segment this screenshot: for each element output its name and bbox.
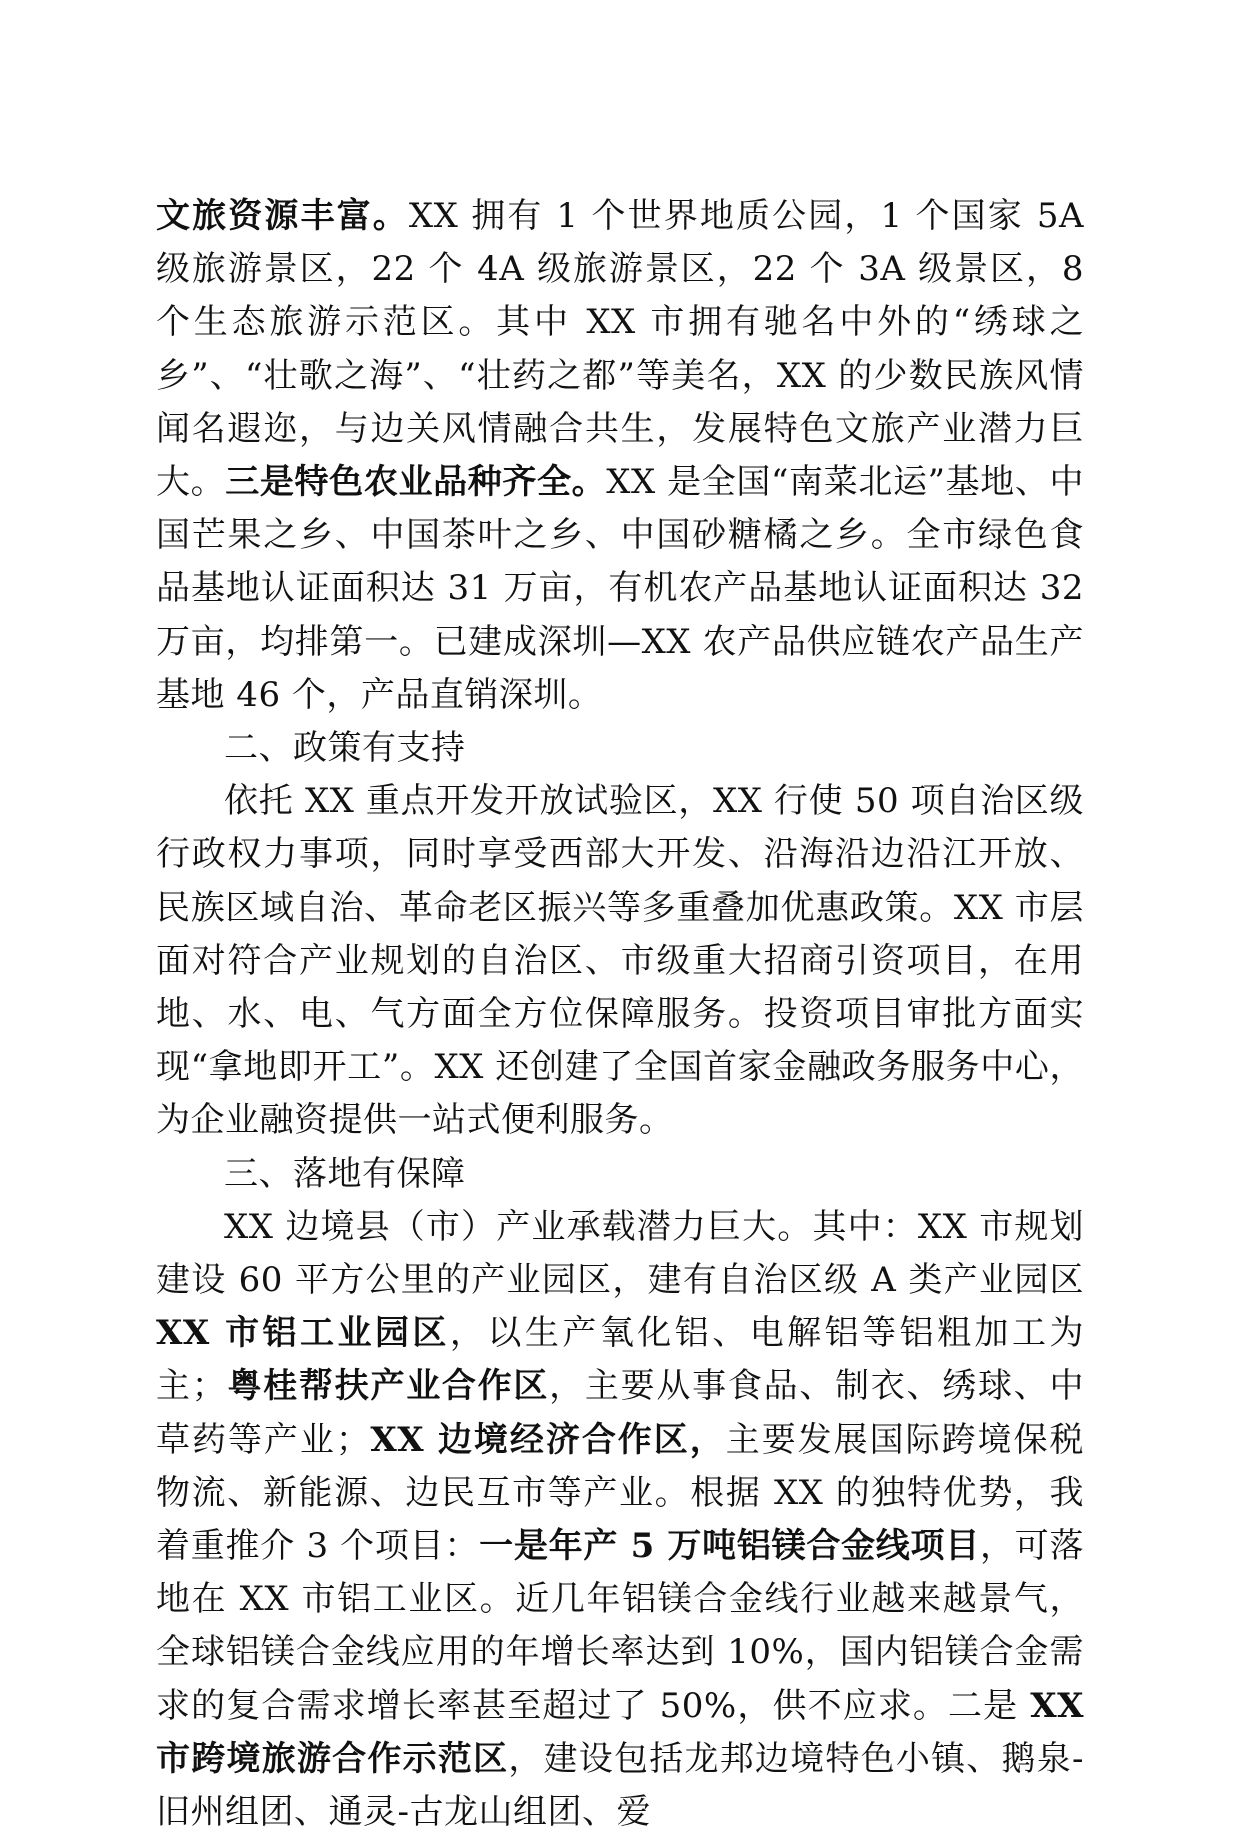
document-page: [156, 190, 1084, 1839]
highlight-cooperation-zone: 粤桂帮扶产业合作区: [226, 1366, 550, 1407]
section-heading-landing: 三、落地有保障: [224, 1153, 466, 1194]
text-landing-2: ，以生产氧化铝、电解铝等铝粗加工为主；: [156, 1313, 1084, 1407]
text-landing-5: ，可落地在 XX 市铝工业区。近几年铝镁合金线行业越来越景气，全球铝镁合金线应用的年增长率达到 10%，国内铝镁合金需求的复合需求增长率甚至超过了 50%，供不应求。二是: [156, 1526, 1084, 1726]
section-heading-policy: 二、政策有支持: [224, 728, 466, 769]
text-travel-resources: XX 拥有 1 个世界地质公园，1 个国家 5A 级旅游景区，22 个 4A 级旅游景区，22 个 3A 级景区，8 个生态旅游示范区。其中 XX 市拥有驰名中外的“绣球之乡”、“壮歌之海”、“壮药之都”等美名，XX 的少数民族风情闻名遐迩，与边关风情融合共生，发展特色文旅产业潜力巨大。: [156, 196, 1084, 503]
text-landing-6: ，建设包括龙邦边境特色小镇、鹅泉-旧州组团、通灵-古龙山组团、爱: [156, 1738, 1084, 1833]
highlight-tourism-zone: XX 市跨境旅游合作示范区: [156, 1685, 1084, 1779]
highlight-agriculture: 三是特色农业品种齐全。: [225, 462, 607, 503]
paragraph-landing: [156, 1201, 1084, 1839]
text-agriculture: XX 是全国“南菜北运”基地、中国芒果之乡、中国茶叶之乡、中国砂糖橘之乡。全市绿色食品基地认证面积达 31 万亩，有机农产品基地认证面积达 32 万亩，均排第一。已建成深圳—XX 农产品供应链农产品生产基地 46 个，产品直销深圳。: [156, 462, 1085, 715]
highlight-border-zone: XX 边境经济合作区，: [370, 1419, 726, 1460]
highlight-travel-resources: 文旅资源丰富。: [156, 196, 409, 236]
highlight-alloy-project: 一是年产 5 万吨铝镁合金线项目: [479, 1526, 981, 1567]
text-landing-4: 主要发展国际跨境保税物流、新能源、边民互市等产业。根据 XX 的独特优势，我着重推介 3 个项目：: [156, 1419, 1084, 1567]
paragraph-policy: 依托 XX 重点开发开放试验区，XX 行使 50 项自治区级行政权力事项，同时享受西部大开发、沿海沿边沿江开放、民族区域自治、革命老区振兴等多重叠加优惠政策。XX 市层面对符合产业规划的自治区、市级重大招商引资项目，在用地、水、电、气方面全方位保障服务。投资项目审批方面实现“拿地即开工”。XX 还创建了全国首家金融政务服务中心，为企业融资提供一站式便利服务。: [156, 781, 1084, 1141]
text-landing-3: ，主要从事食品、制衣、绣球、中草药等产业；: [156, 1366, 1085, 1460]
text-landing-1: XX 边境县（市）产业承载潜力巨大。其中：XX 市规划建设 60 平方公里的产业园区，建有自治区级 A 类产业园区: [156, 1206, 1084, 1301]
paragraph-resources: [156, 190, 1084, 722]
highlight-aluminum-park: XX 市铝工业园区: [156, 1313, 450, 1354]
